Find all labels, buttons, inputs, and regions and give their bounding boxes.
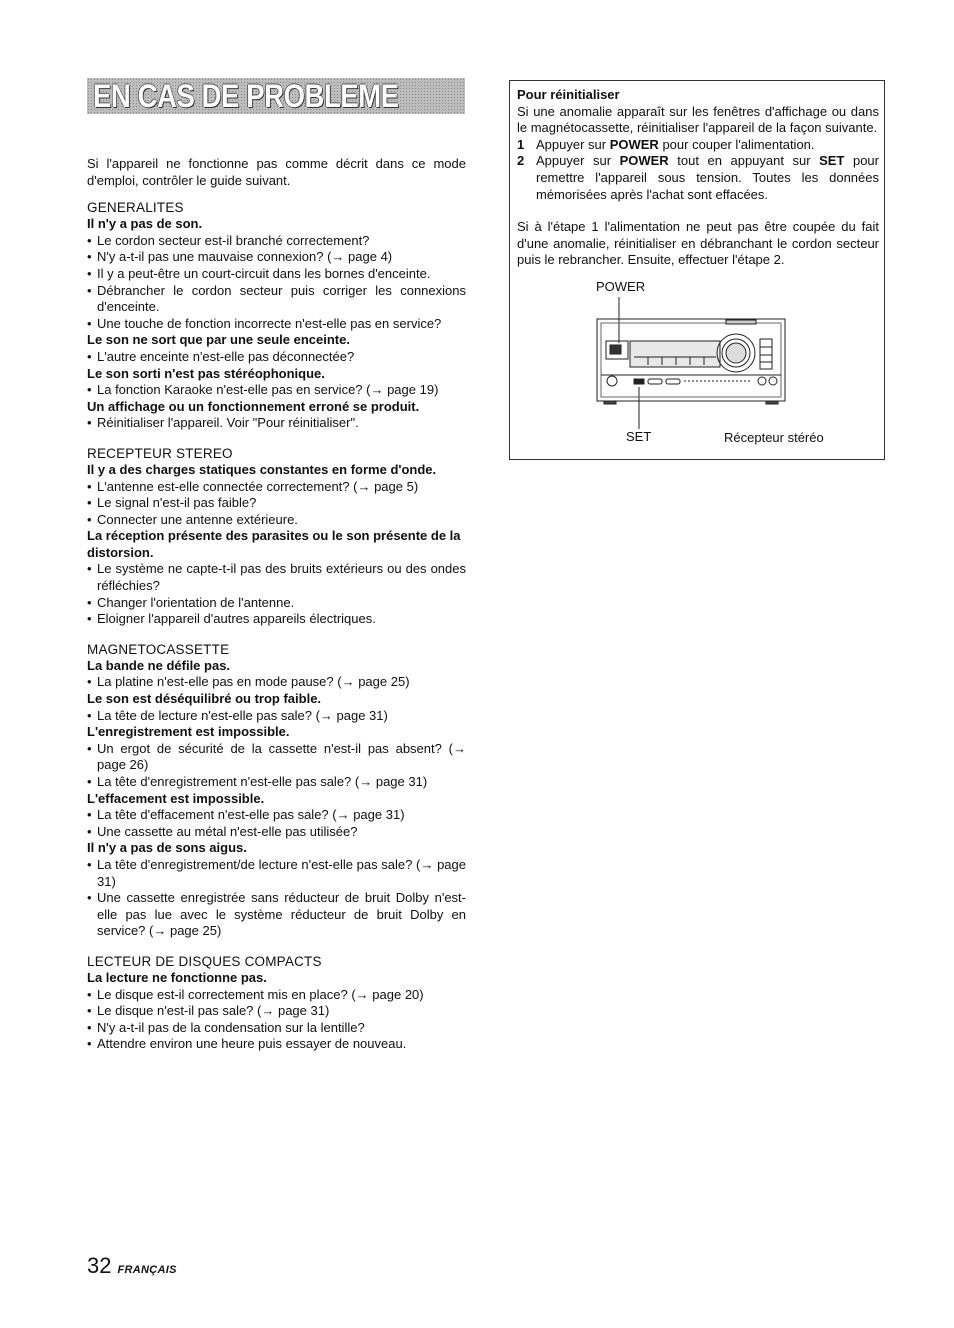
problem-title: Le son ne sort que par une seule enceinte. [87, 332, 350, 348]
step-key-name: POWER [609, 136, 659, 152]
step-key-name: SET [819, 153, 845, 169]
step-key-name: POWER [619, 153, 669, 169]
device-label: Récepteur stéréo [724, 430, 824, 445]
section-heading: GENERALITES [87, 200, 184, 216]
page-number: 32 [87, 1253, 112, 1278]
remedy-item: • Changer l'orientation de l'antenne. [87, 595, 466, 612]
page-footer [87, 1253, 177, 1283]
check-item: • Une touche de fonction incorrecte n'est-elle pas en service? [87, 316, 466, 333]
power-label: POWER [596, 279, 646, 294]
set-label: SET [626, 429, 652, 444]
check-item: • N'y a-t-il pas une mauvaise connexion? (→ page 4) [87, 249, 466, 266]
check-item: • La tête d'enregistrement n'est-elle pas sale? (→ page 31) [87, 774, 466, 791]
step-number: 1 [517, 136, 525, 152]
check-item: • Une cassette au métal n'est-elle pas utilisée? [87, 824, 466, 841]
check-item: • La tête de lecture n'est-elle pas sale? (→ page 31) [87, 708, 466, 725]
problem-title: Un affichage ou un fonctionnement erroné se produit. [87, 398, 420, 414]
check-item: • Le cordon secteur est-il branché correctement? [87, 233, 466, 250]
reset-note: Si à l'étape 1 l'alimentation ne peut pas être coupée du fait d'une anomalie, réinitialiser en débranchant le cordon secteur puis le rebrancher. Ensuite, effectuer l'étape 2. [517, 219, 879, 268]
remedy-item: • Attendre environ une heure puis essayer de nouveau. [87, 1036, 466, 1053]
step-number: 2 [517, 153, 525, 169]
troubleshooting-column [87, 156, 466, 1053]
reset-box [509, 80, 885, 460]
problem-title: Il n'y a pas de son. [87, 216, 203, 232]
check-item: • Le système ne capte-t-il pas des bruits extérieurs ou des ondes réfléchies? [87, 561, 466, 594]
step-text: pour couper l'alimentation. [658, 136, 815, 152]
check-list [87, 807, 466, 840]
reset-step [517, 153, 879, 203]
problem-title: La lecture ne fonctionne pas. [87, 969, 267, 985]
problem-title: Le son sorti n'est pas stéréophonique. [87, 365, 325, 381]
reset-step [517, 137, 879, 154]
problem-title: L'effacement est impossible. [87, 790, 265, 806]
problem-title: Le son est déséquilibré ou trop faible. [87, 691, 322, 707]
check-list [87, 233, 466, 333]
step-text: Appuyer sur [536, 153, 620, 169]
remedy-item: • Connecter une antenne extérieure. [87, 512, 466, 529]
footer-language: FRANÇAIS [117, 1264, 177, 1276]
check-item: • La platine n'est-elle pas en mode pause? (→ page 25) [87, 674, 466, 691]
problem-title: La bande ne défile pas. [87, 657, 231, 673]
remedy-item: • Eloigner l'appareil d'autres appareils électriques. [87, 611, 466, 628]
page-title-banner [87, 78, 465, 114]
check-item: • La tête d'enregistrement/de lecture n'est-elle pas sale? (→ page 31) [87, 857, 466, 890]
page-title: EN CAS DE PROBLEME [93, 78, 399, 114]
check-item: • La fonction Karaoke n'est-elle pas en service? (→ page 19) [87, 382, 466, 399]
section-heading: RECEPTEUR STEREO [87, 445, 233, 461]
check-list [87, 349, 466, 366]
check-item: • L'autre enceinte n'est-elle pas déconnectée? [87, 349, 466, 366]
check-list [87, 741, 466, 791]
problem-title: L'enregistrement est impossible. [87, 724, 290, 740]
check-list [87, 987, 466, 1053]
check-list [87, 382, 466, 399]
step-text: tout en appuyant sur [668, 153, 820, 169]
remedy-item: • Réinitialiser l'appareil. Voir "Pour réinitialiser". [87, 415, 466, 432]
section-heading: MAGNETOCASSETTE [87, 641, 230, 657]
check-item: • Le disque n'est-il pas sale? (→ page 31) [87, 1003, 466, 1020]
reset-intro: Si une anomalie apparaît sur les fenêtres d'affichage ou dans le magnétocassette, réinitialiser l'appareil de la façon suivante. [517, 103, 879, 136]
reset-steps [517, 137, 879, 203]
check-list [87, 561, 466, 627]
reset-title: Pour réinitialiser [517, 87, 620, 102]
check-item: • Le signal n'est-il pas faible? [87, 495, 466, 512]
step-text: Appuyer sur [536, 136, 610, 152]
display-window [630, 341, 720, 367]
problem-title: La réception présente des parasites ou le son présente de la distorsion. [87, 528, 461, 560]
check-list [87, 708, 466, 725]
troubleshooting-sections [87, 199, 466, 1053]
remedy-item: • Débrancher le cordon secteur puis corriger les connexions d'enceinte. [87, 283, 466, 316]
check-item: • Le disque est-il correctement mis en place? (→ page 20) [87, 987, 466, 1004]
check-item: • Un ergot de sécurité de la cassette n'est-il pas absent? (→ page 26) [87, 741, 466, 774]
check-item: • Il y a peut-être un court-circuit dans les bornes d'enceinte. [87, 266, 466, 283]
check-item: • Une cassette enregistrée sans réducteur de bruit Dolby n'est-elle pas lue avec le système réducteur de bruit Dolby en service? (→ page 25) [87, 890, 466, 940]
set-button [634, 379, 644, 384]
intro-text: Si l'appareil ne fonctionne pas comme décrit dans ce mode d'emploi, contrôler le guide suivant. [87, 156, 466, 188]
stereo-receiver-illustration [590, 295, 790, 429]
check-item: • La tête d'effacement n'est-elle pas sale? (→ page 31) [87, 807, 466, 824]
check-list [87, 674, 466, 691]
problem-title: Il n'y a pas de sons aigus. [87, 840, 247, 856]
check-item: • N'y a-t-il pas de la condensation sur la lentille? [87, 1020, 466, 1037]
problem-title: Il y a des charges statiques constantes en forme d'onde. [87, 461, 437, 477]
section-heading: LECTEUR DE DISQUES COMPACTS [87, 953, 322, 969]
check-item: • L'antenne est-elle connectée correctement? (→ page 5) [87, 479, 466, 496]
check-list [87, 479, 466, 529]
check-list [87, 857, 466, 940]
step-text: pour remettre l'appareil sous tension. Toutes les données mémorisées après l'achat sont effacées. [536, 153, 879, 202]
check-list [87, 415, 466, 432]
